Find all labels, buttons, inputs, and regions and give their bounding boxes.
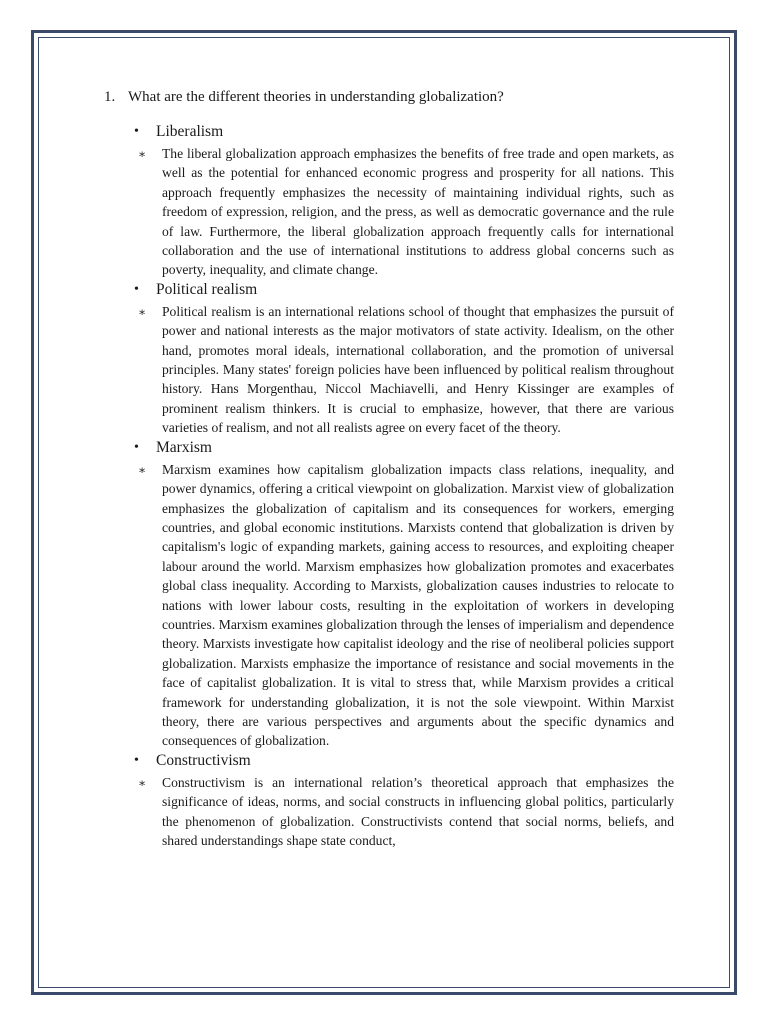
section-heading: [134, 751, 674, 771]
question-number: 1.: [104, 89, 116, 105]
section-political-realism: [104, 280, 674, 438]
section-heading-text: Political realism: [156, 280, 258, 298]
section-heading: [134, 122, 674, 142]
bullet-icon: •: [134, 439, 139, 455]
section-liberalism: [104, 122, 674, 280]
section-heading: [134, 280, 674, 300]
section-paragraph-text: The liberal globalization approach emphasizes the benefits of free trade and open markets, as well as the potential for enhanced economic progress and prosperity for all nations. This approach frequently emphasizes the necessity of maintaining individual rights, such as freedom of expression, religion, and the press, as well as democratic governance and the rule of law. Furthermore, the liberal globalization approach frequently calls for international collaboration and the use of international institutions to address global concerns such as poverty, inequality, and climate change.: [162, 146, 674, 278]
document-body: [104, 86, 674, 850]
section-heading-text: Constructivism: [156, 751, 251, 769]
bullet-icon: •: [134, 281, 139, 297]
section-heading: [134, 438, 674, 458]
section-paragraph-text: Marxism examines how capitalism globalization impacts class relations, inequality, and power dynamics, offering a critical viewpoint on globalization. Marxist view of globalization emphasizes the globalization of capitalism and its consequences for workers, emerging countries, and global economic institutions. Marxists contend that globalization is driven by capitalism's logic of expanding markets, gaining access to resources, and exploiting cheaper labour around the world. Marxism emphasizes how globalization promotes and exacerbates global class inequality. According to Marxists, globalization causes industries to relocate to nations with lower labour costs, resulting in the exploitation of workers in developing countries. Marxism examines globalization through the lenses of imperialism and dependence theory. Marxists investigate how capitalist ideology and the rise of neoliberal policies support globalization. Marxists emphasize the importance of resistance and social movements in the face of capitalist globalization. It is vital to stress that, while Marxism provides a critical framework for understanding globalization, it is not the sole viewpoint. Within Marxist theory, there are various perspectives and arguments about the specific dynamics and consequences of globalization.: [162, 461, 674, 749]
section-marxism: [104, 438, 674, 751]
section-paragraph: [138, 144, 674, 280]
section-paragraph-text: Political realism is an international relations school of thought that emphasizes the pursuit of power and national interests as the major motivators of state activity. Idealism, on the other hand, promotes moral ideals, international collaboration, and the promotion of universal principles. Many states' foreign policies have been influenced by political realism throughout history. Hans Morgenthau, Niccol Machiavelli, and Henry Kissinger are examples of prominent realism thinkers. It is crucial to emphasize, however, that there are various varieties of realism, and not all realists agree on every facet of the theory.: [162, 303, 674, 436]
bullet-icon: •: [134, 124, 139, 139]
section-constructivism: [104, 751, 674, 851]
section-paragraph-text: Constructivism is an international relation’s theoretical approach that emphasizes the significance of ideas, norms, and social constructs in influencing global politics, particularly the phenomenon of globalization. Constructivists contend that social norms, beliefs, and shared understandings shape state conduct,: [162, 774, 674, 848]
bullet-icon: •: [134, 752, 139, 768]
section-paragraph: [138, 773, 674, 851]
asterisk-icon: ∗: [138, 462, 147, 477]
question-text: What are the different theories in understanding globalization?: [128, 89, 504, 105]
section-paragraph: [138, 302, 674, 438]
asterisk-icon: ∗: [138, 304, 147, 319]
section-paragraph: [138, 460, 674, 751]
asterisk-icon: ∗: [138, 775, 147, 790]
section-heading-text: Liberalism: [156, 123, 224, 140]
question-heading: [104, 86, 674, 108]
section-heading-text: Marxism: [156, 438, 212, 456]
asterisk-icon: ∗: [138, 147, 147, 161]
